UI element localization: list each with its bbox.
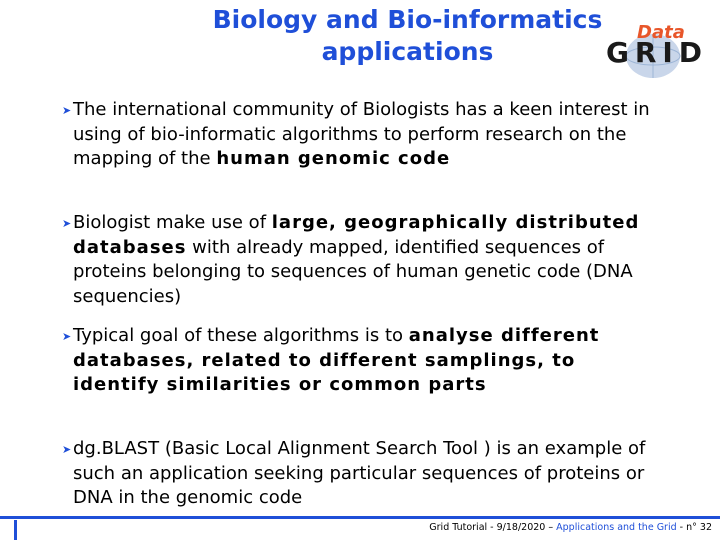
footer-side-tick [14, 520, 17, 540]
arrow-bullet-icon: ➤ [62, 443, 72, 456]
arrow-bullet-icon: ➤ [62, 104, 72, 117]
footer-text: Grid Tutorial - 9/18/2020 – [429, 522, 557, 533]
bullet-bold-text: analyse different databases, related to different samplings, to identify similarities or common parts [73, 325, 600, 395]
bullet-item [62, 437, 653, 511]
bullet-text: The international community of Biologists has a keen interest in using of bio-informatic algorithms to perform research on the mapping of the [73, 99, 650, 169]
bullet-text: dg.BLAST (Basic Local Alignment Search Tool ) is an example of such an application seeking particular sequences of proteins or DNA in the genomic code [73, 438, 646, 508]
bullet-text: with already mapped, identified sequences of proteins belonging to sequences of human genetic code (DNA sequencies) [73, 236, 633, 307]
bullet-bold-text: human genomic code [216, 148, 451, 169]
footer-page: - n° 32 [676, 522, 712, 533]
bullet-text: Typical goal of these algorithms is to [73, 325, 409, 346]
footer-divider [0, 516, 720, 519]
logo-data-text: Data [637, 22, 685, 43]
arrow-bullet-icon: ➤ [62, 330, 72, 343]
bullet-item [62, 324, 653, 398]
bullet-item [62, 211, 653, 309]
footer-section: Applications and the Grid [556, 522, 677, 533]
datagrid-logo [603, 18, 705, 78]
bullet-item [62, 98, 653, 172]
arrow-bullet-icon: ➤ [62, 217, 72, 230]
bullet-bold-text: large, geographically distributed databases [73, 212, 640, 258]
bullet-text: Biologist make use of [73, 212, 272, 233]
logo-grid-text: GRID [606, 36, 702, 69]
slide-footer [429, 522, 712, 533]
slide-title: Biology and Bio-informatics applications [212, 5, 603, 66]
